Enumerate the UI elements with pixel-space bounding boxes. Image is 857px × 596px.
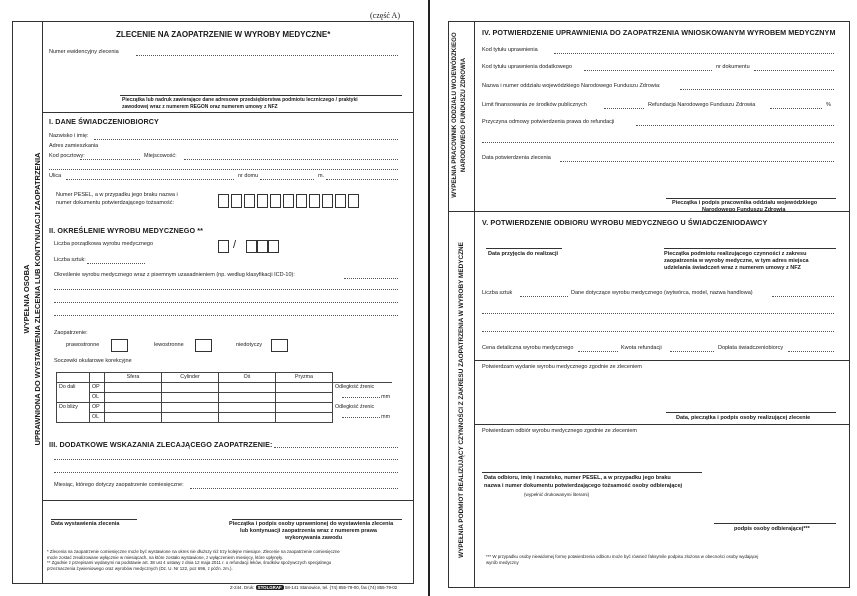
provider-stamp-1: Pieczątka podmiotu realizującego czynności z zakresu — [664, 251, 807, 257]
cell[interactable] — [162, 403, 219, 413]
month-label: Miesiąc, którego dotyczy zaopatrzenie comiesięczne: — [54, 482, 184, 488]
section-divider-4 — [448, 211, 850, 212]
count-label: Liczba sztuk: — [54, 257, 86, 263]
print-info — [230, 585, 397, 591]
refusal-field-2[interactable] — [482, 142, 834, 143]
nfz-refund-label: Refundacja Narodowego Funduszu Zdrowia — [648, 102, 756, 108]
count-field[interactable] — [87, 263, 145, 264]
provider-stamp-3: udzielania świadczeń wraz z numerem umowy z NFZ — [664, 265, 801, 271]
extra-field-2[interactable] — [54, 459, 398, 460]
pieces-label: Liczba sztuk — [482, 290, 513, 296]
extra-field-3[interactable] — [54, 472, 398, 473]
retail-price-label: Cena detaliczna wyrobu medycznego — [482, 345, 574, 351]
house-number-label: nr domu — [238, 173, 259, 179]
stamp-note-1: Pieczątka lub nadruk zawierające dane adresowe przedsiębiorstwa podmiotu leczniczego / praktyki — [122, 97, 358, 103]
sign-label-3: wykonywania zawodu — [285, 535, 343, 541]
issue-date-line — [51, 519, 137, 520]
lens-header-row — [57, 373, 393, 383]
lens-far-ol — [57, 393, 393, 403]
section-1-title: I. DANE ŚWIADCZENIOBIORCY — [49, 117, 159, 126]
confirm-date-field[interactable] — [560, 161, 834, 162]
cell[interactable] — [105, 393, 162, 403]
near-ol-label: OL — [90, 413, 105, 423]
lens-near-op — [57, 403, 393, 413]
city-field[interactable] — [184, 159, 398, 160]
name-field[interactable] — [94, 139, 398, 140]
footnote-2b: przeznaczenia żywieniowego oraz wyrobów medycznych (Dz. U. Nr 122, poz 696, z późn. zm.). — [47, 565, 233, 571]
house-number-field[interactable] — [260, 179, 314, 180]
cell[interactable] — [219, 383, 276, 393]
accept-date-label: Data przyjęcia do realizacji — [488, 251, 559, 257]
ordinal-box-4[interactable] — [268, 240, 279, 253]
refund-amount-field[interactable] — [670, 351, 714, 352]
nfz-refund-field[interactable] — [770, 108, 822, 109]
cell[interactable] — [276, 413, 333, 423]
percent-sign: % — [826, 102, 831, 108]
define-field-1[interactable] — [344, 278, 398, 279]
form-part-b — [440, 6, 854, 588]
product-data-label: Dane dotyczące wyrobu medycznego (wytwórca, model, nazwa handlowa) — [571, 290, 753, 296]
not-applicable-checkbox[interactable] — [271, 339, 288, 352]
cell[interactable] — [162, 413, 219, 423]
ordinal-slash: / — [233, 239, 237, 251]
section-divider-5 — [474, 360, 850, 361]
side-label-nfz-1: WYPEŁNIA PRACOWNIK ODDZIAŁU WOJEWÓDZKIEGO — [451, 32, 458, 198]
cell[interactable] — [162, 393, 219, 403]
pesel-digit-box[interactable] — [231, 194, 242, 208]
page-separator — [428, 0, 430, 596]
pesel-label-2: numer dokumentu potwierdzającego tożsamość: — [56, 200, 175, 206]
provider-sign-label: Data, pieczątka i podpis osoby realizującej zlecenie — [676, 415, 811, 421]
right-side-label: prawostronne — [66, 342, 100, 348]
extra-field-1[interactable] — [274, 447, 398, 448]
cell[interactable] — [219, 393, 276, 403]
flat-number-label: m. — [318, 173, 325, 179]
cell[interactable] — [105, 403, 162, 413]
address-label: Adres zamieszkania — [49, 143, 99, 149]
col-sphere: Sfera — [105, 373, 162, 383]
left-side-checkbox[interactable] — [195, 339, 212, 352]
far-label: Do dali — [57, 383, 90, 393]
provider-stamp-2: zaopatrzenia w wyroby medyczne, w tym adres miejsca — [664, 258, 809, 264]
entitle-code-field[interactable] — [554, 53, 834, 54]
sign-label-2: lub kontynuacji zaopatrzenia wraz z numerem prawa — [240, 528, 377, 534]
provider-stamp-line — [664, 248, 836, 249]
ordinal-box-1[interactable] — [218, 240, 229, 253]
copay-label: Dopłata świadczeniobiorcy — [718, 345, 784, 351]
sign-line — [232, 519, 402, 520]
define-label: Określenie wyrobu medycznego wraz z pisemnym uzasadnieniem (np. według klasyfikacji ICD-10): — [54, 272, 295, 278]
postal-field[interactable] — [80, 159, 140, 160]
nfz-stamp-label-2: Narodowego Funduszu Zdrowia — [702, 207, 786, 213]
cell[interactable] — [105, 413, 162, 423]
receiver-sign-label: podpis osoby odbierającej*** — [734, 526, 810, 532]
cell[interactable] — [219, 403, 276, 413]
footnote-3a: *** W przypadku osoby niewidomej formę potwierdzenia odbioru może być również faksymile podpisu złożona w obecności osoby wydającej — [486, 554, 759, 559]
receiver-label-1: Data odbioru, imię i nazwisko, numer PESEL, a w przypadku jego braku — [484, 475, 671, 481]
receiver-label-2: nazwa i numer dokumentu potwierdzającego tożsamość osoby odbierającej — [484, 483, 683, 489]
stamp-line — [120, 95, 402, 96]
section-3-title: III. DODATKOWE WSKAZANIA ZLECAJĄCEGO ZAOPATRZENIE: — [49, 440, 273, 449]
ordinal-box-3[interactable] — [257, 240, 268, 253]
ref-number-label: Numer ewidencyjny zlecenia — [49, 49, 119, 55]
part-label: (część A) — [370, 11, 400, 20]
pesel-digit-box[interactable] — [218, 194, 229, 208]
right-side-checkbox[interactable] — [111, 339, 128, 352]
print-info-a: Z-244. Druk: — [230, 585, 255, 590]
side-label-line-2: UPRAWNIONA DO WYSTAWIENIA ZLECENIA LUB KONTYNUACJI ZAOPATRZENIA — [33, 152, 42, 446]
col-axis: Oś — [219, 373, 276, 383]
cell[interactable] — [276, 393, 333, 403]
side-divider-right — [474, 21, 475, 588]
refusal-field-1[interactable] — [636, 125, 834, 126]
receiver-line — [482, 472, 702, 473]
extra-code-field[interactable] — [584, 70, 712, 71]
pesel-digit-box[interactable] — [322, 194, 333, 208]
postal-label: Kod pocztowy: — [49, 153, 85, 159]
cell[interactable] — [105, 383, 162, 393]
cell[interactable] — [162, 383, 219, 393]
footnotes — [47, 549, 412, 571]
lens-far-op — [57, 383, 393, 393]
pesel-digit-box[interactable] — [244, 194, 255, 208]
pieces-field[interactable] — [520, 296, 568, 297]
issue-date-label: Data wystawienia zlecenia — [51, 521, 120, 527]
lens-near-ol — [57, 413, 393, 423]
define-field-2[interactable] — [54, 289, 398, 290]
define-field-4[interactable] — [54, 315, 398, 316]
far-ol-label: OL — [90, 393, 105, 403]
doc-number-field[interactable] — [754, 70, 834, 71]
cell[interactable] — [276, 403, 333, 413]
section-4-title: IV. POTWIERDZENIE UPRAWNIENIA DO ZAOPATRZENIA WNIOSKOWANYM WYROBEM MEDYCZNYM — [482, 28, 836, 37]
footnote-3 — [486, 554, 836, 565]
month-field[interactable] — [190, 488, 398, 489]
accept-date-line — [486, 248, 562, 249]
pesel-digit-box[interactable] — [335, 194, 346, 208]
provider-sign-line — [666, 412, 836, 413]
address-extra-field[interactable] — [49, 169, 398, 170]
pesel-digit-box[interactable] — [296, 194, 307, 208]
pesel-digit-box[interactable] — [270, 194, 281, 208]
not-applicable-label: niedotyczy — [236, 342, 262, 348]
ordinal-box-2[interactable] — [246, 240, 257, 253]
pesel-digit-box[interactable] — [348, 194, 359, 208]
far-mm: mm — [381, 394, 390, 400]
print-brand-logo: STOLGRAF — [257, 585, 282, 590]
limit-field[interactable] — [604, 108, 644, 109]
side-label-nfz — [450, 20, 472, 210]
receiver-label-3: (wypełnić drukowanymi literami) — [524, 492, 590, 497]
doc-number-label: nr dokumentu — [716, 64, 750, 70]
stamp-note-2: zawodowej wraz z numerem REGON oraz numerem umowy z NFZ — [122, 104, 278, 110]
side-label — [21, 19, 47, 579]
ordinal-label: Liczba porządkowa wyrobu medycznego — [54, 241, 154, 247]
near-label: Do bliży — [57, 403, 90, 413]
col-prism: Pryzma — [276, 373, 333, 383]
pesel-digit-box[interactable] — [257, 194, 268, 208]
side-label-line-1: WYPEŁNIA OSOBA — [22, 264, 31, 334]
product-data-field-2[interactable] — [482, 313, 834, 314]
pesel-digit-box[interactable] — [309, 194, 320, 208]
pesel-digit-box[interactable] — [283, 194, 294, 208]
confirm-date-label: Data potwierdzenia zlecenia — [482, 155, 551, 161]
left-side-label: lewostronne — [154, 342, 184, 348]
refund-amount-label: Kwota refundacji — [621, 345, 662, 351]
section-2-title: II. OKREŚLENIE WYROBU MEDYCZNEGO ** — [49, 226, 204, 235]
side-label-nfz-2: NARODOWEGO FUNDUSZU ZDROWIA — [460, 57, 467, 173]
section-divider-1 — [42, 112, 414, 113]
footnote-2a: ** Zgodnie z przepisami wydanymi na podstawie art. 38 ust 4 ustawy z dnia 12 maja 2011 r. o refundacji leków, środków spożywczych specjalnego — [47, 560, 332, 565]
lens-table — [56, 372, 392, 423]
refusal-label: Przyczyna odmowy potwierdzenia prawa do refundacji — [482, 119, 615, 125]
receipt-confirm-label: Potwierdzam odbiór wyrobu medycznego zgodnie ze zleceniem — [482, 428, 637, 434]
footnote-3b: wyrób medyczny — [486, 559, 519, 565]
form-part-a — [4, 6, 418, 588]
define-field-3[interactable] — [54, 302, 398, 303]
branch-field[interactable] — [680, 89, 834, 90]
near-mm: mm — [381, 414, 390, 420]
cell[interactable] — [276, 383, 333, 393]
product-data-field-3[interactable] — [482, 331, 834, 332]
footnote-1a: * Zlecenia na zaopatrzenie comiesięczne może być wystawione na okres nie dłuższy niż trzy kolejne miesiące. Zlecenie na zaopatrzenie comiesięczne — [47, 549, 340, 554]
form-title: ZLECENIE NA ZAOPATRZENIE W WYROBY MEDYCZNE* — [116, 30, 331, 39]
near-pd-unit — [333, 413, 393, 423]
street-field[interactable] — [66, 179, 234, 180]
supply-label: Zaopatrzenie: — [54, 330, 88, 336]
name-label: Nazwisko i imię: — [49, 133, 89, 139]
extra-code-label: Kod tytułu uprawnienia dodatkowego — [482, 64, 572, 70]
footnote-1b: może zostać zrealizowane wyłącznie w miesiącach, na które zostało wystawione, z wyłączeniem miesięcy, które upłynęły. — [47, 554, 284, 560]
receiver-sign-line — [714, 523, 836, 524]
nfz-stamp-label-1: Pieczątka i podpis pracownika oddziału wojewódzkiego — [672, 200, 818, 206]
ref-number-field[interactable] — [136, 55, 398, 56]
section-divider-6 — [474, 424, 850, 425]
far-op-label: OP — [90, 383, 105, 393]
product-data-field-1[interactable] — [772, 296, 834, 297]
side-label-provider: WYPEŁNIA PODMIOT REALIZUJĄCY CZYNNOŚCI Z ZAKRESU ZAOPATRZENIA W WYROBY MEDYCZNE — [458, 242, 465, 558]
far-pd-unit — [333, 393, 393, 403]
retail-price-field[interactable] — [578, 351, 618, 352]
nfz-stamp-line — [666, 198, 836, 199]
entitle-code-label: Kod tytułu uprawnienia — [482, 47, 538, 53]
sign-label-1: Pieczątka i podpis osoby uprawnionej do wystawienia zlecenia — [229, 521, 394, 527]
street-label: Ulica — [49, 173, 62, 179]
near-op-label: OP — [90, 403, 105, 413]
col-cylinder: Cylinder — [162, 373, 219, 383]
far-pd-label: Odległość źrenic — [335, 384, 375, 391]
lenses-label: Soczewki okularowe korekcyjne — [54, 358, 132, 364]
section-divider-3 — [42, 500, 414, 501]
print-info-b: 58-141 Stanowice, tel. (74) 855-79-00, fax (74) 855-79-02 — [284, 585, 398, 590]
city-label: Miejscowość: — [144, 153, 177, 159]
cell[interactable] — [219, 413, 276, 423]
section-5-title: V. POTWIERDZENIE ODBIORU WYROBU MEDYCZNEGO U ŚWIADCZENIODAWCY — [482, 218, 768, 227]
copay-field[interactable] — [788, 351, 834, 352]
flat-number-field[interactable] — [326, 179, 398, 180]
near-pd-label: Odległość źrenic — [335, 404, 375, 410]
limit-label: Limit finansowania ze środków publicznych — [482, 102, 587, 108]
pesel-label-1: Numer PESEL, a w przypadku jego braku nazwa i — [56, 192, 178, 198]
issue-confirm-label: Potwierdzam wydanie wyrobu medycznego zgodnie ze zleceniem — [482, 364, 642, 370]
branch-label: Nazwa i numer oddziału wojewódzkiego Narodowego Funduszu Zdrowia: — [482, 83, 661, 89]
